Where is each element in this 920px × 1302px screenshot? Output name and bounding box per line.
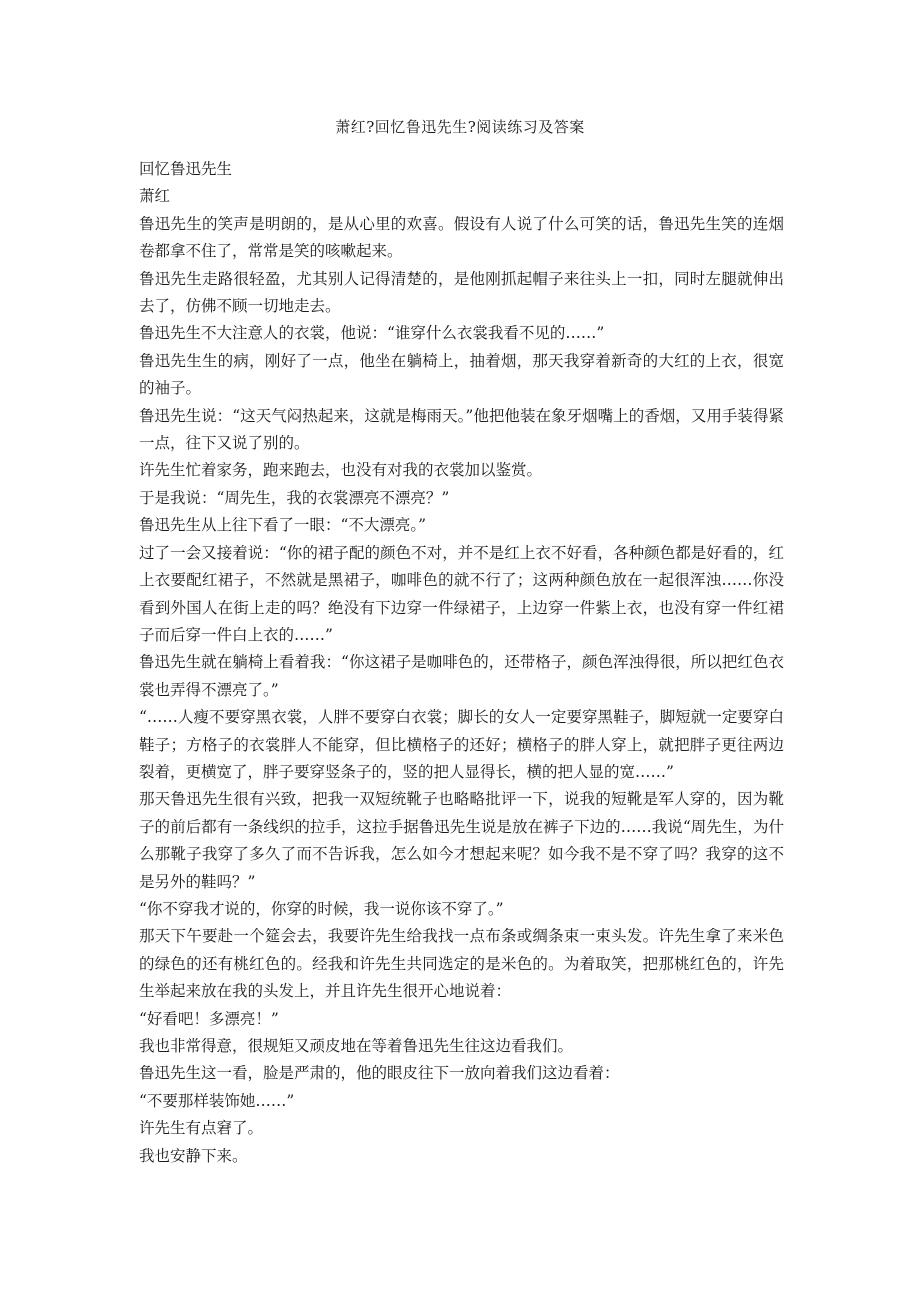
article-author: 萧红: [139, 187, 171, 206]
document-title: 萧红?回忆鲁迅先生?阅读练习及答案: [335, 118, 585, 136]
article-title: 回忆鲁迅先生: [139, 160, 233, 178]
paragraph: “不要那样装饰她……”: [139, 1091, 295, 1110]
paragraph: “……人瘦不要穿黑衣裳，人胖不要穿白衣裳；脚长的女人一定要穿黑鞋子，脚短就一定要穿白鞋子；方格子的衣裳胖人不能穿，但比横格子的还好；横格子的胖人穿上，就把胖子更往两边裂着，更横宽了，胖子要穿竖条子的，竖的把人显得长，横的把人显的宽……”: [139, 708, 784, 781]
paragraph: 鲁迅先生说：“这天气闷热起来，这就是梅雨天。”他把他装在象牙烟嘴上的香烟，又用手装得紧一点，往下又说了别的。: [139, 406, 784, 453]
paragraph: 鲁迅先生不大注意人的衣裳，他说：“谁穿什么衣裳我看不见的……”: [139, 324, 605, 343]
paragraph: 鲁迅先生这一看，脸是严肃的，他的眼皮往下一放向着我们这边看着：: [139, 1064, 620, 1083]
paragraph: 许先生忙着家务，跑来跑去，也没有对我的衣裳加以鉴赏。: [139, 461, 543, 480]
paragraph: 鲁迅先生从上往下看了一眼：“不大漂亮。”: [139, 516, 427, 535]
paragraph: “你不穿我才说的，你穿的时候，我一说你该不穿了。”: [139, 899, 504, 918]
paragraph: 许先生有点窘了。: [139, 1119, 264, 1138]
paragraph: 鲁迅先生生的病，刚好了一点，他坐在躺椅上，抽着烟，那天我穿着新奇的大红的上衣，很宽的袖子。: [139, 351, 784, 398]
paragraph: 过了一会又接着说：“你的裙子配的颜色不对，并不是红上衣不好看，各种颜色都是好看的，红上衣要配红裙子，不然就是黑裙子，咖啡色的就不行了；这两种颜色放在一起很浑浊……你没看到外国人在街上走的吗？绝没有下边穿一件绿裙子，上边穿一件紫上衣，也没有穿一件红裙子而后穿一件白上衣的……”: [139, 543, 784, 644]
paragraph: 那天下午要赴一个筵会去，我要许先生给我找一点布条或绸条束一束头发。许先生拿了来米色的绿色的还有桃红色的。经我和许先生共同选定的是米色的。为着取笑，把那桃红色的，许先生举起来放在我的头发上，并且许先生很开心地说着：: [139, 927, 784, 1001]
paragraph: 那天鲁迅先生很有兴致，把我一双短统靴子也略略批评一下，说我的短靴是军人穿的，因为靴子的前后都有一条线织的拉手，这拉手据鲁迅先生说是放在裤子下边的……我说“周先生，为什么那靴子我穿了多久了而不告诉我，怎么如今才想起来呢？如今我不是不穿了吗？我穿的这不是另外的鞋吗？”: [139, 790, 784, 891]
paragraph: 鲁迅先生就在躺椅上看着我：“你这裙子是咖啡色的，还带格子，颜色浑浊得很，所以把红色衣裳也弄得不漂亮了。”: [139, 653, 784, 699]
article-body: [139, 156, 784, 1170]
paragraph: 于是我说：“周先生，我的衣裳漂亮不漂亮？”: [139, 488, 450, 507]
paragraph: 我也安静下来。: [139, 1146, 248, 1165]
paragraph: “好看吧！多漂亮！”: [139, 1009, 279, 1028]
paragraph: 鲁迅先生走路很轻盈，尤其别人记得清楚的，是他刚抓起帽子来往头上一扣，同时左腿就伸出去了，仿佛不顾一切地走去。: [139, 269, 784, 316]
paragraph: 我也非常得意，很规矩又顽皮地在等着鲁迅先生往这边看我们。: [139, 1037, 574, 1055]
paragraph: 鲁迅先生的笑声是明朗的，是从心里的欢喜。假设有人说了什么可笑的话，鲁迅先生笑的连烟卷都拿不住了，常常是笑的咳嗽起来。: [139, 214, 784, 261]
